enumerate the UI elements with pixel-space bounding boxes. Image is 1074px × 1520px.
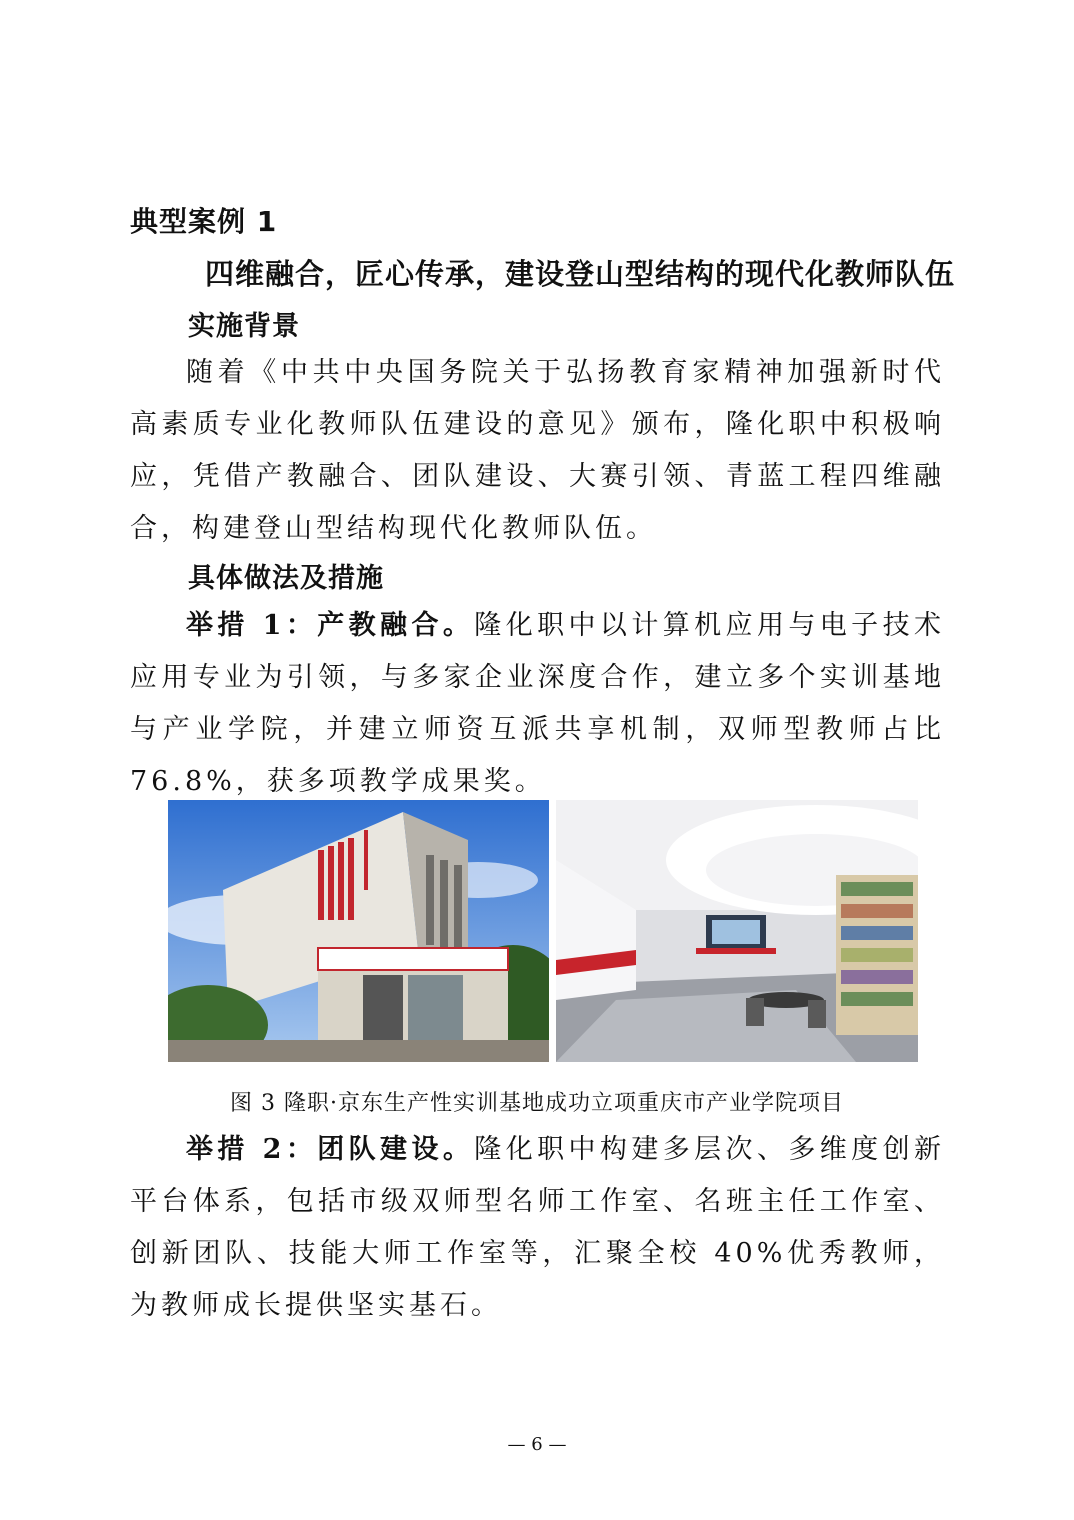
photo-building-exterior [168,800,549,1062]
section-heading-background: 实施背景 [188,311,300,342]
measure-1-text: 隆化职中以计算机应用与电子技术应用专业为引领，与多家企业深度合作，建立多个实训基地与产业学院，并建立师资互派共享机制，双师型教师占比 76.8%，获多项教学成果奖。 [130,610,946,797]
section-heading-measures: 具体做法及措施 [188,563,384,594]
photo-interior-hall [556,800,918,1062]
case-label: 典型案例 1 [130,205,278,238]
measure-2-label: 举措 2：团队建设。 [186,1134,475,1165]
background-paragraph: 随着《中共中央国务院关于弘扬教育家精神加强新时代高素质专业化教师队伍建设的意见》颁布，隆化职中积极响应，凭借产教融合、团队建设、大赛引领、青蓝工程四维融合，构建登山型结构现代化教师队伍。 [130,357,945,544]
page-number: — 6 — [507,1434,567,1455]
document-title: 四维融合，匠心传承，建设登山型结构的现代化教师队伍 [205,257,956,291]
measure-1-label: 举措 1：产教融合。 [186,610,475,641]
measure-1-paragraph [130,600,945,808]
measure-2-paragraph [130,1124,945,1332]
measure-2-text: 隆化职中构建多层次、多维度创新平台体系，包括市级双师型名师工作室、名班主任工作室、创新团队、技能大师工作室等，汇聚全校 40%优秀教师，为教师成长提供坚实基石。 [130,1134,946,1321]
figure-caption: 图 3 隆职·京东生产性实训基地成功立项重庆市产业学院项目 [230,1091,844,1116]
